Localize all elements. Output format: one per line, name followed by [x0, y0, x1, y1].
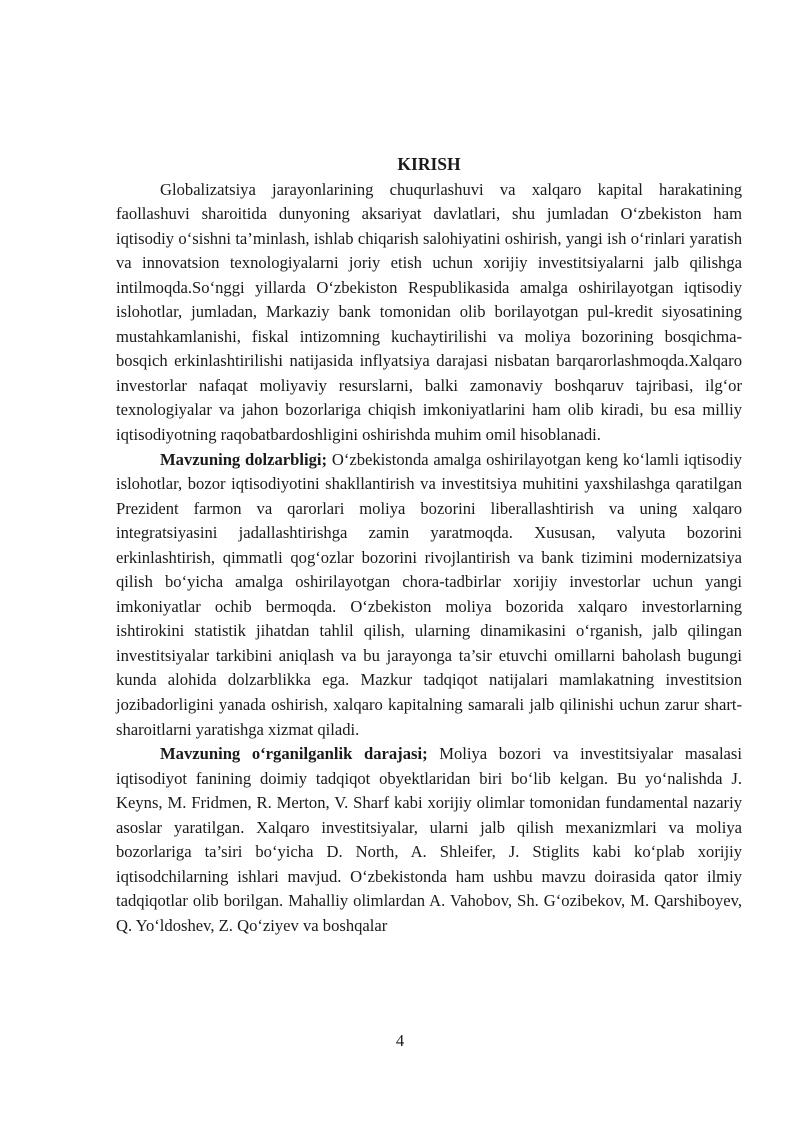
research-degree-paragraph-lead: Mavzuning o‘rganilganlik darajasi; [160, 744, 428, 764]
intro-paragraph-text: Globalizatsiya jarayonlarining chuqurlashuvi va xalqaro kapital harakatining faollashuvi sharoitida dunyoning aksariyat davlatlari, shu jumladan O‘zbekiston ham iqtisodiy o‘sishni ta’minlash, ishlab chiqarish salohiyatini oshirish, yangi ish o‘rinlari yaratish va innovatsion texnologiyalarni joriy etish uchun xorijiy investitsiyalarni jalb qilishga intilmoqda.So‘nggi yillarda O‘zbekiston Respublikasida amalga oshirilayotgan iqtisodiy islohotlar, jumladan, Markaziy bank tomonidan olib borilayotgan pul-kredit siyosatining mustahkamlanishi, fiskal intizomning kuchaytirilishi va moliya bozorining bosqichma-bosqich erkinlashtirilishi natijasida inflyatsiya darajasi nisbatan barqarorlashmoqda.Xalqaro investorlar nafaqat moliyaviy resurslarni, balki zamonaviy boshqaruv tajribasi, ilg‘or texnologiyalar va jahon bozorlariga chiqish imkoniyatlarini ham olib kiradi, bu esa milliy iqtisodiyotning raqobatbardoshligini oshirishda muhim omil hisoblanadi. [116, 179, 742, 444]
document-body [116, 152, 742, 938]
relevance-paragraph-lead: Mavzuning dolzarbligi; [160, 449, 328, 469]
relevance-paragraph [116, 448, 742, 743]
research-degree-paragraph [116, 742, 742, 938]
relevance-paragraph-text: O‘zbekistonda amalga oshirilayotgan keng ko‘lamli iqtisodiy islohotlar, bozor iqtisodiyotini shakllantirish va investitsiya muhitini yaxshilashga qaratilgan Prezident farmon va qarorlari moliya bozorini liberallashtirish va uning xalqaro integratsiyasini jadallashtirishga zamin yaratmoqda. Xususan, valyuta bozorini erkinlashtirish, qimmatli qog‘ozlar bozorini rivojlantirish va bank tizimini modernizatsiya qilish bo‘yicha amalga oshirilayotgan chora-tadbirlar xorijiy investorlar uchun yangi imkoniyatlar ochib bermoqda. O‘zbekiston moliya bozorida xalqaro investorlarning ishtirokini statistik jihatdan tahlil qilish, ularning dinamikasini o‘rganish, jalb qilingan investitsiyalar tarkibini aniqlash va bu jarayonga ta’sir etuvchi omillarni baholash bugungi kunda alohida dolzarblikka ega. Mazkur tadqiqot natijalari mamlakatning investitsion jozibadorligini yanada oshirish, xalqaro kapitalning samarali jalb qilinishi uchun zarur shart-sharoitlarni yaratishga xizmat qiladi. [116, 449, 742, 739]
page-number: 4 [395, 1031, 405, 1050]
research-degree-paragraph-text: Moliya bozori va investitsiyalar masalasi iqtisodiyot fanining doimiy tadqiqot obyektlaridan biri bo‘lib kelgan. Bu yo‘nalishda J. Keyns, M. Fridmen, R. Merton, V. Sharf kabi xorijiy olimlar tomonidan fundamental nazariy asoslar yaratilgan. Xalqaro investitsiyalar, ularni jalb qilish mexanizmlari va moliya bozorlariga ta’siri bo‘yicha D. North, A. Shleifer, J. Stiglits kabi ko‘plab xorijiy iqtisodchilarning ishlari mavjud. O‘zbekistonda ham ushbu mavzu doirasida qator ilmiy tadqiqotlar olib borilgan. Mahalliy olimlardan A. Vahobov, Sh. G‘ozibekov, M. Qarshiboyev, Q. Yo‘ldoshev, Z. Qo‘ziyev va boshqalar [116, 744, 742, 935]
intro-paragraph [116, 178, 742, 448]
section-heading: KIRISH [397, 154, 461, 174]
